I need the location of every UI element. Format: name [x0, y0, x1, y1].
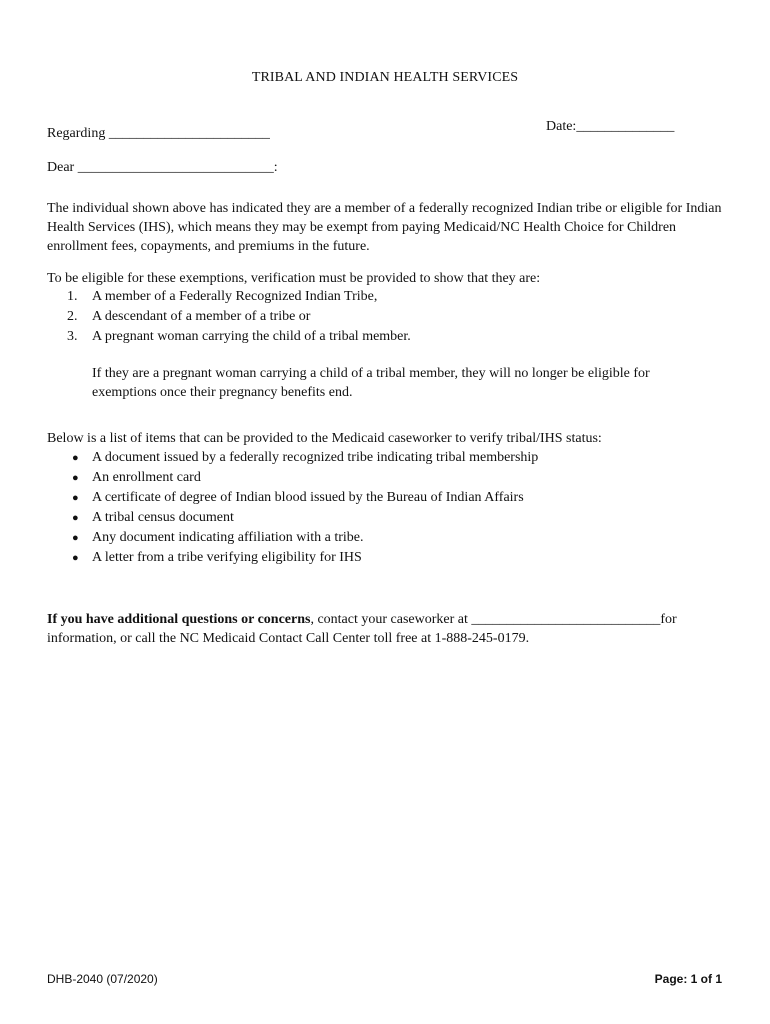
list-item: [47, 528, 538, 548]
list-item-text: A pregnant woman carrying the child of a tribal member.: [92, 329, 411, 344]
list-item: [47, 548, 538, 568]
eligibility-list: [47, 287, 411, 347]
contact-line-1: [47, 612, 677, 628]
list-item: [47, 287, 411, 307]
list-item: [47, 448, 538, 468]
list-item-text: A certificate of degree of Indian blood issued by the Bureau of Indian Affairs: [92, 490, 524, 505]
list-item-text: A member of a Federally Recognized Indian Tribe,: [92, 289, 378, 304]
salutation-field[interactable]: Dear ____________________________:: [47, 160, 278, 175]
list-item-text: A tribal census document: [92, 510, 234, 525]
list-number: 2.: [67, 309, 78, 324]
documents-lead: Below is a list of items that can be provided to the Medicaid caseworker to verify tribal/IHS status:: [47, 431, 602, 446]
list-item: [47, 508, 538, 528]
list-item: [47, 488, 538, 508]
eligibility-lead: To be eligible for these exemptions, verification must be provided to show that they are:: [47, 271, 541, 286]
bullet-icon: ●: [72, 512, 79, 524]
page-title: TRIBAL AND INDIAN HEALTH SERVICES: [251, 70, 519, 85]
list-item: [47, 468, 538, 488]
bullet-icon: ●: [72, 552, 79, 564]
intro-paragraph: The individual shown above has indicated they are a member of a federally recognized Indian tribe or eligible for Indian Health Services (IHS), which means they may be exempt from paying Medicaid/NC Health Choice for Children enrollment fees, copayments, and premiums in the future.: [47, 201, 722, 254]
list-item-text: A document issued by a federally recognized tribe indicating tribal membership: [92, 450, 539, 465]
bullet-icon: ●: [72, 532, 79, 544]
bullet-icon: ●: [72, 452, 79, 464]
contact-caseworker-field[interactable]: , contact your caseworker at ___________________________for: [310, 612, 677, 627]
list-item-text: A letter from a tribe verifying eligibility for IHS: [92, 550, 362, 565]
bullet-icon: ●: [72, 472, 79, 484]
bullet-icon: ●: [72, 492, 79, 504]
list-item: [47, 327, 411, 347]
list-number: 1.: [67, 289, 78, 304]
contact-lead: If you have additional questions or concerns: [47, 612, 311, 627]
list-item-text: An enrollment card: [92, 470, 201, 485]
documents-list: [47, 448, 538, 568]
regarding-field[interactable]: Regarding _______________________: [47, 126, 270, 141]
list-item-text: Any document indicating affiliation with a tribe.: [92, 530, 364, 545]
list-item: [47, 307, 411, 327]
list-number: 3.: [67, 329, 78, 344]
date-field[interactable]: Date:______________: [546, 119, 675, 134]
form-id: DHB-2040 (07/2020): [47, 972, 158, 986]
page-number: Page: 1 of 1: [654, 972, 722, 986]
list-item-text: A descendant of a member of a tribe or: [92, 309, 311, 324]
pregnancy-note: If they are a pregnant woman carrying a child of a tribal member, they will no longer be eligible for exemptions once their pregnancy benefits end.: [92, 366, 650, 400]
contact-line-2: information, or call the NC Medicaid Contact Call Center toll free at 1-888-245-0179.: [47, 631, 530, 646]
